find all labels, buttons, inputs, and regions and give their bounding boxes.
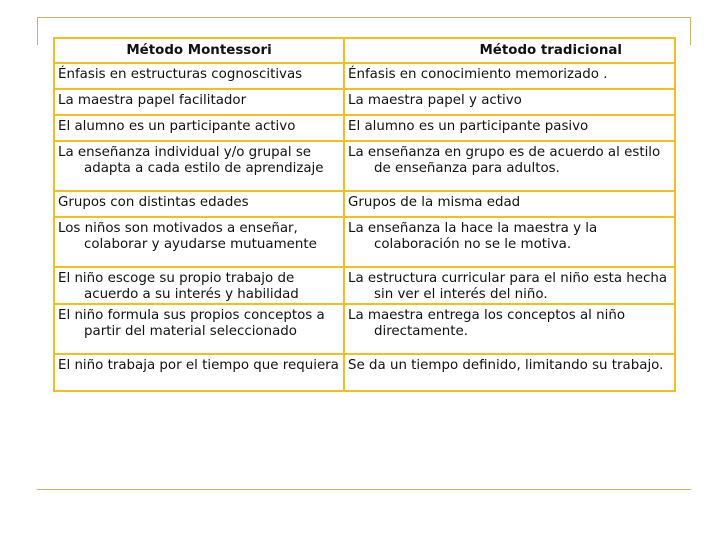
- table-row: [54, 191, 675, 217]
- tradicional-cell: [344, 89, 675, 115]
- montessori-cell: [54, 217, 344, 267]
- tradicional-cell: [344, 354, 675, 391]
- header-montessori: Método Montessori: [54, 38, 344, 63]
- table-row: [54, 115, 675, 141]
- cell-text: La enseñanza la hace la maestra y la colaboración no se le motiva.: [348, 221, 598, 252]
- tradicional-cell: [344, 304, 675, 354]
- montessori-cell: [54, 89, 344, 115]
- table-row: [54, 141, 675, 191]
- cell-text: La maestra entrega los conceptos al niño directamente.: [348, 308, 626, 339]
- montessori-cell: [54, 267, 344, 304]
- cell-text: La estructura curricular para el niño esta hecha sin ver el interés del niño.: [348, 271, 668, 302]
- table-row: [54, 217, 675, 267]
- left-frame-rule: [37, 17, 38, 45]
- cell-text: Se da un tiempo definido, limitando su trabajo.: [348, 358, 664, 373]
- tradicional-cell: [344, 63, 675, 89]
- cell-text: Énfasis en estructuras cognoscitivas: [58, 67, 303, 82]
- bottom-frame-rule: [37, 489, 691, 490]
- cell-text: Énfasis en conocimiento memorizado .: [348, 67, 608, 82]
- tradicional-cell: [344, 267, 675, 304]
- cell-text: Grupos de la misma edad: [348, 195, 521, 210]
- tradicional-cell: [344, 115, 675, 141]
- top-frame-rule: [37, 17, 691, 18]
- montessori-cell: [54, 63, 344, 89]
- comparison-table: [53, 37, 676, 392]
- cell-text: La maestra papel y activo: [348, 93, 522, 108]
- tradicional-cell: [344, 217, 675, 267]
- tradicional-cell: [344, 191, 675, 217]
- cell-text: La enseñanza individual y/o grupal se adapta a cada estilo de aprendizaje: [58, 145, 324, 176]
- table-row: [54, 89, 675, 115]
- cell-text: El alumno es un participante activo: [58, 119, 296, 134]
- cell-text: Grupos con distintas edades: [58, 195, 249, 210]
- cell-text: Los niños son motivados a enseñar, colaborar y ayudarse mutuamente: [58, 221, 317, 252]
- cell-text: La maestra papel facilitador: [58, 93, 247, 108]
- cell-text: El niño trabaja por el tiempo que requiera: [58, 358, 339, 373]
- table-row: [54, 354, 675, 391]
- table-row: [54, 304, 675, 354]
- cell-text: La enseñanza en grupo es de acuerdo al estilo de enseñanza para adultos.: [348, 145, 661, 176]
- header-tradicional: Método tradicional: [344, 38, 675, 63]
- table-row: [54, 267, 675, 304]
- right-frame-rule: [690, 17, 691, 45]
- cell-text: El niño escoge su propio trabajo de acuerdo a su interés y habilidad: [58, 271, 299, 302]
- montessori-cell: [54, 304, 344, 354]
- table-row: [54, 63, 675, 89]
- montessori-cell: [54, 141, 344, 191]
- montessori-cell: [54, 354, 344, 391]
- montessori-cell: [54, 115, 344, 141]
- cell-text: El niño formula sus propios conceptos a partir del material seleccionado: [58, 308, 325, 339]
- montessori-cell: [54, 191, 344, 217]
- cell-text: El alumno es un participante pasivo: [348, 119, 589, 134]
- header-row: [54, 38, 675, 63]
- tradicional-cell: [344, 141, 675, 191]
